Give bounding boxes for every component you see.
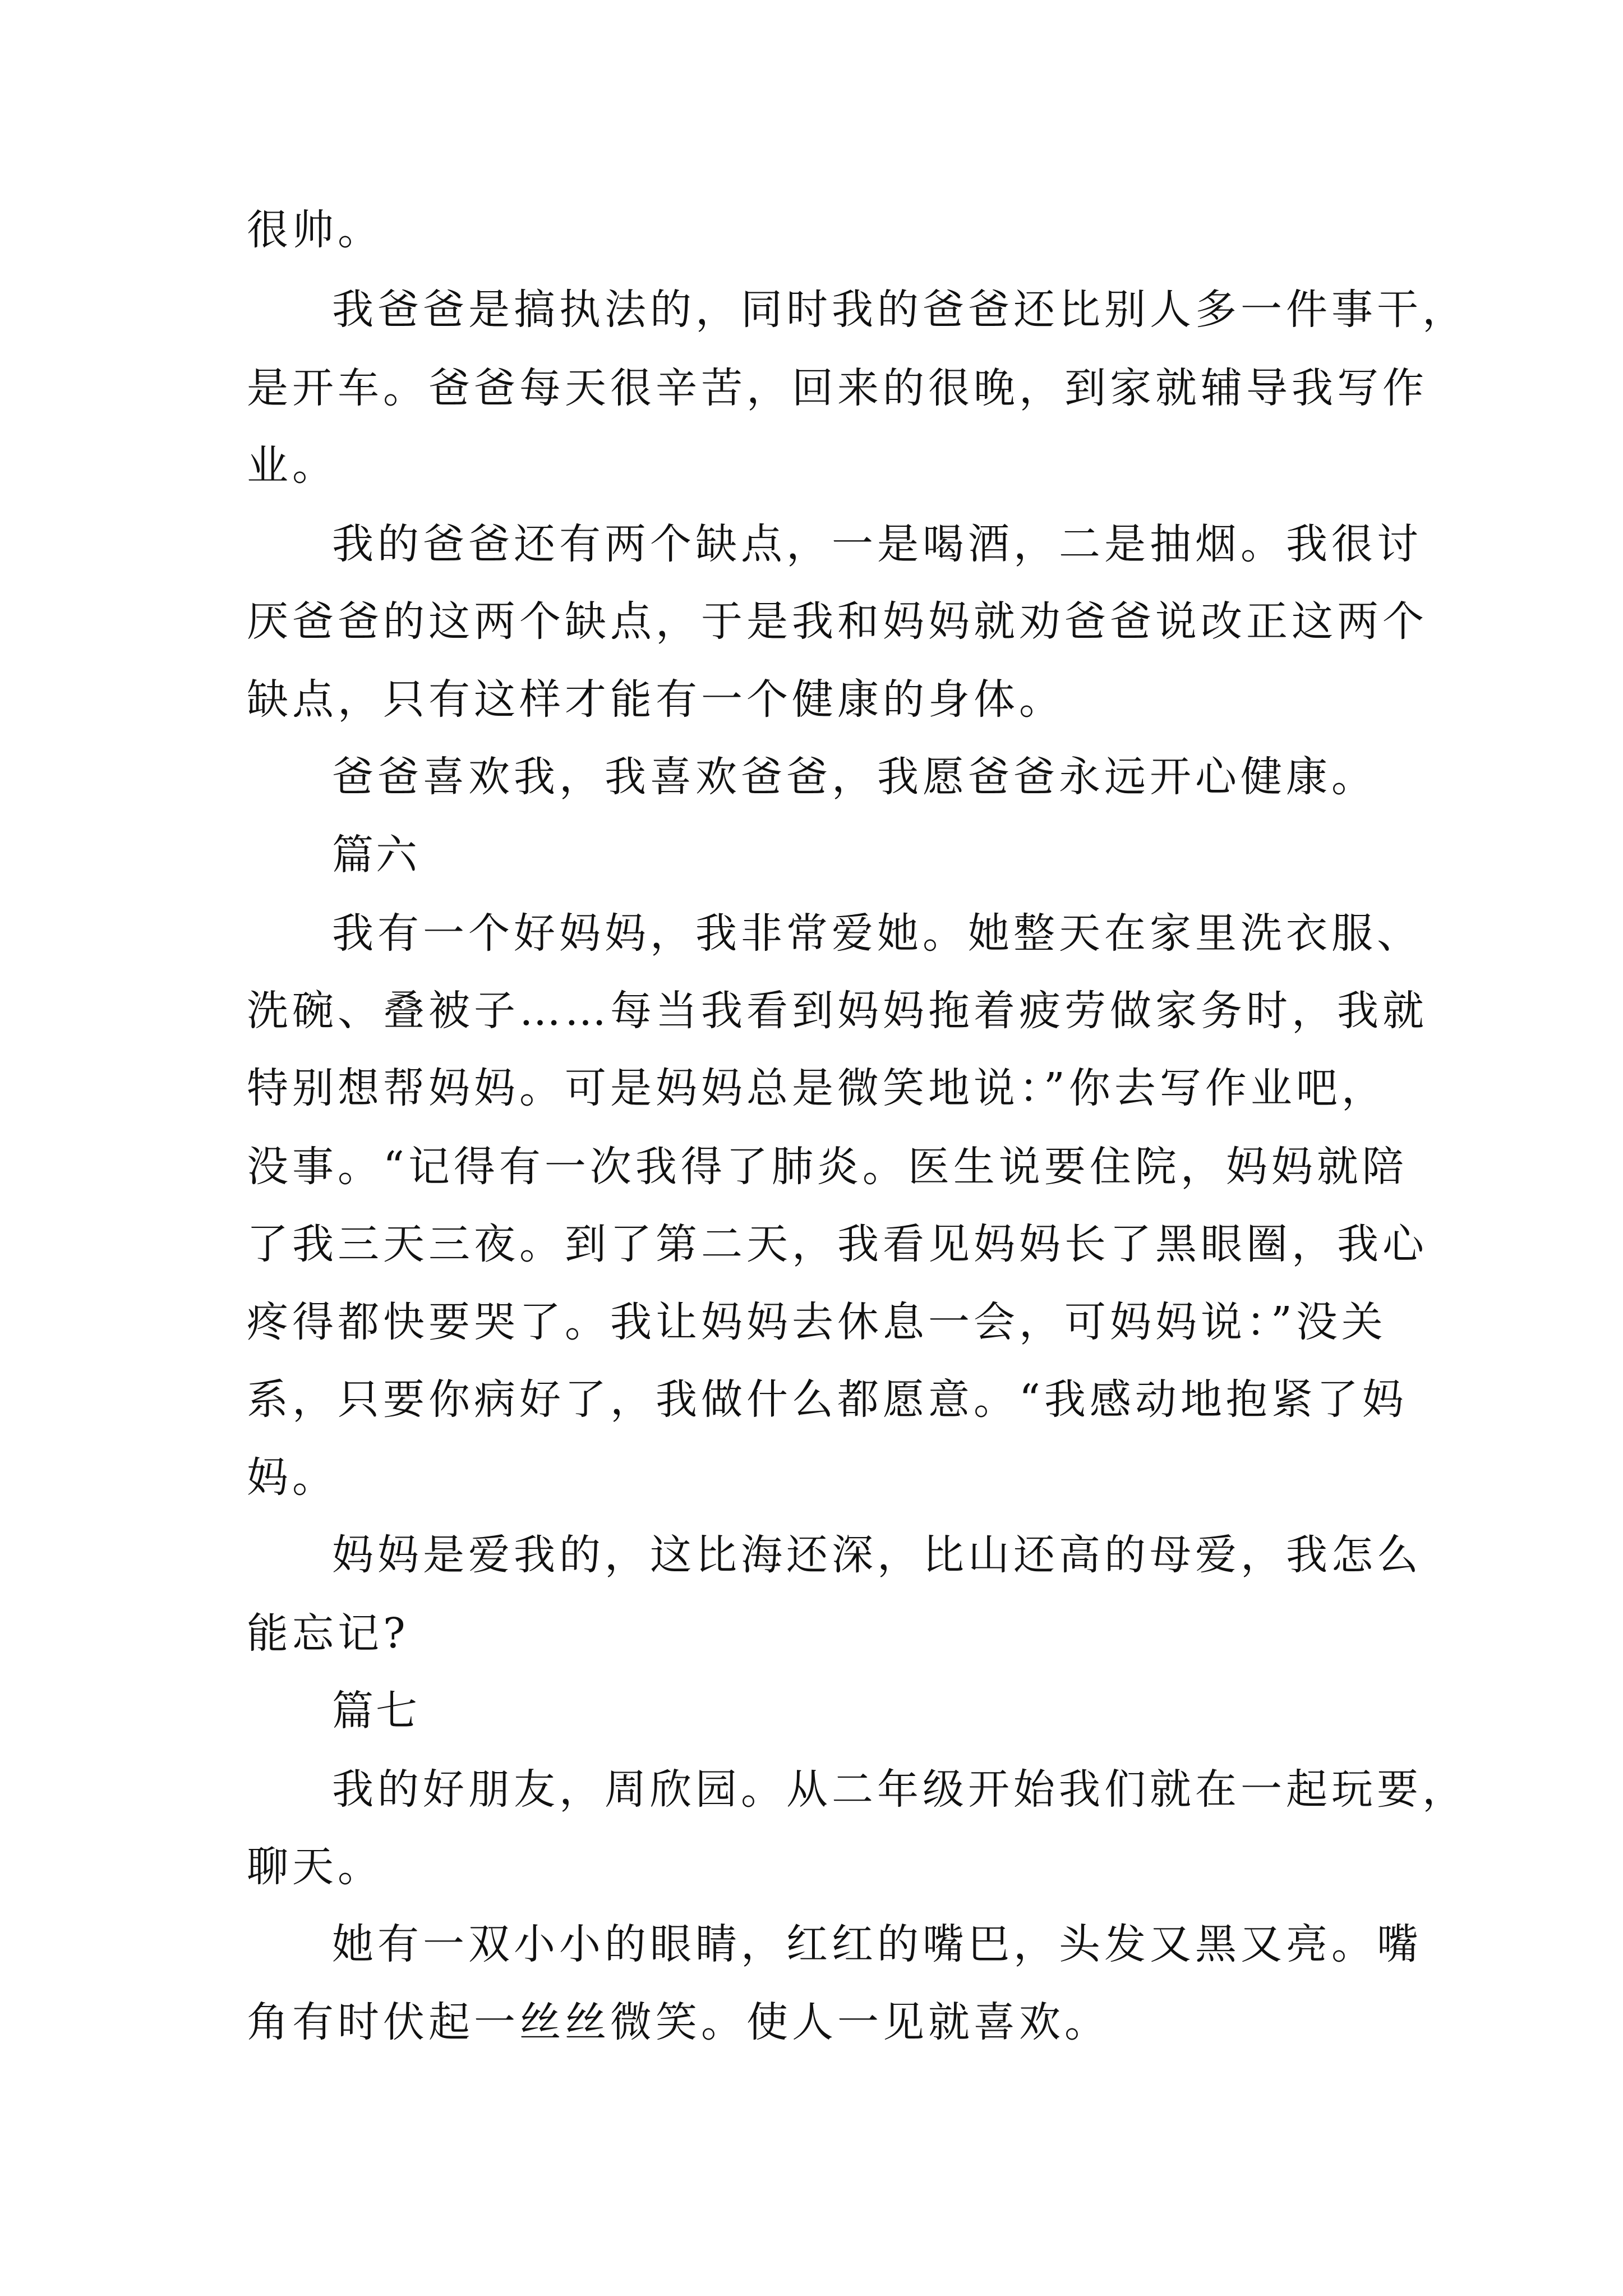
text-line: 业。 — [247, 441, 338, 490]
section-heading: 篇六 — [332, 831, 419, 879]
section-heading: 篇七 — [332, 1687, 419, 1735]
text-line: 缺点，只有这样才能有一个健康的身体。 — [247, 675, 1064, 724]
text-line: 没事。“记得有一次我得了肺炎。医生说要住院，妈妈就陪 — [247, 1143, 1408, 1191]
paragraph-start-line: 我的爸爸还有两个缺点，一是喝酒，二是抽烟。我很讨 — [332, 520, 1422, 568]
text-line: 特别想帮妈妈。可是妈妈总是微笑地说：”你去写作业吧， — [247, 1064, 1387, 1112]
text-line: 疼得都快要哭了。我让妈妈去休息一会，可妈妈说：”没关 — [247, 1298, 1387, 1346]
paragraph-start-line: 我有一个好妈妈，我非常爱她。她整天在家里洗衣服、 — [332, 909, 1422, 958]
text-line: 洗碗、叠被子……每当我看到妈妈拖着疲劳做家务时，我就 — [247, 987, 1428, 1035]
paragraph-start-line: 我爸爸是搞执法的，同时我的爸爸还比别人多一件事干， — [332, 286, 1468, 334]
paragraph-start-line: 妈妈是爱我的，这比海还深，比山还高的母爱，我怎么 — [332, 1531, 1422, 1579]
text-line: 了我三天三夜。到了第二天，我看见妈妈长了黑眼圈，我心 — [247, 1220, 1428, 1268]
paragraph-start-line: 我的好朋友，周欣园。从二年级开始我们就在一起玩要， — [332, 1765, 1468, 1814]
text-line: 很帅。 — [247, 206, 383, 254]
paragraph-start-line: 爸爸喜欢我，我喜欢爸爸，我愿爸爸永远开心健康。 — [332, 753, 1377, 801]
text-line: 聊天。 — [247, 1843, 383, 1891]
text-line: 是开车。爸爸每天很辛苦，回来的很晚，到家就辅导我写作 — [247, 364, 1428, 412]
text-line: 角有时伏起一丝丝微笑。使人一见就喜欢。 — [247, 1998, 1110, 2046]
text-line: 妈。 — [247, 1453, 338, 1502]
text-line: 厌爸爸的这两个缺点，于是我和妈妈就劝爸爸说改正这两个 — [247, 597, 1428, 646]
text-line: 系，只要你病好了，我做什么都愿意。“我感动地抱紧了妈 — [247, 1375, 1408, 1424]
text-line: 能忘记? — [247, 1609, 409, 1658]
paragraph-start-line: 她有一双小小的眼睛，红红的嘴巴，头发又黑又亮。嘴 — [332, 1920, 1422, 1968]
